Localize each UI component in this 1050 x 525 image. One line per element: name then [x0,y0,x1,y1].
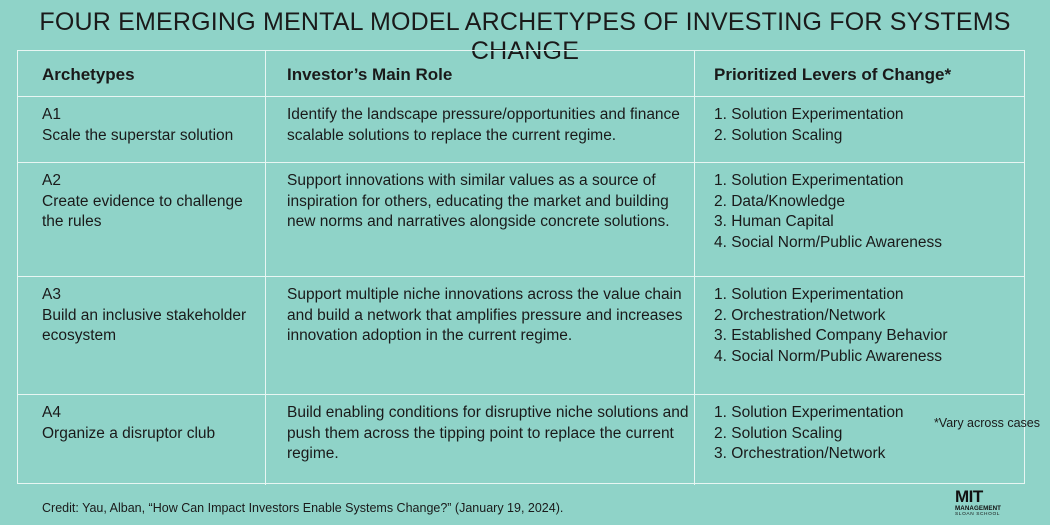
logo-sloan-text: SLOAN SCHOOL [955,512,1001,517]
footnote: *Vary across cases [933,416,1040,430]
archetype-id: A3 [42,286,61,303]
table-row [18,276,1024,395]
table-row [18,394,1024,485]
role-cell: Support innovations with similar values as a source of inspiration for others, educating the market and building new norms and narratives alongside concrete solutions. [266,163,695,277]
lever-item: 1. Solution Experimentation [714,404,904,421]
role-cell: Support multiple niche innovations across the value chain and build a network that amplifies pressure and increases innovation adoption in the current regime. [266,277,695,395]
mit-sloan-logo [955,488,1017,522]
levers-cell [695,395,1024,485]
role-cell: Build enabling conditions for disruptive niche solutions and push them across the tipping point to replace the current regime. [266,395,695,485]
lever-item: 4. Social Norm/Public Awareness [714,233,943,251]
lever-item: 2. Data/Knowledge [714,192,845,210]
lever-item: 2. Solution Scaling [714,424,843,442]
archetype-name: Organize a disruptor club [42,424,216,442]
levers-cell [695,277,1024,395]
lever-item: 3. Human Capital [714,213,834,230]
archetypes-table [17,50,1025,484]
archetype-id: A1 [42,106,61,123]
page-title: FOUR EMERGING MENTAL MODEL ARCHETYPES OF INVESTING FOR SYSTEMS CHANGE [39,8,1011,65]
archetype-id: A2 [42,172,61,189]
header-archetypes: Archetypes [18,51,266,96]
archetype-name: Build an inclusive stakeholder ecosystem [42,306,247,344]
archetype-id: A4 [42,404,61,421]
logo-mit-text: MIT [955,487,983,506]
archetype-cell [18,97,266,163]
lever-item: 1. Solution Experimentation [714,286,904,303]
lever-item: 2. Solution Scaling [714,126,843,144]
header-role: Investor’s Main Role [266,51,695,96]
lever-item: 2. Orchestration/Network [714,306,886,324]
lever-item: 1. Solution Experimentation [714,106,904,123]
archetype-cell [18,163,266,277]
archetype-name: Scale the superstar solution [42,126,234,144]
levers-cell [695,163,1024,277]
logo-management-text: MANAGEMENT [955,505,1002,512]
table-row [18,96,1024,163]
lever-item: 3. Orchestration/Network [714,445,886,462]
lever-item: 3. Established Company Behavior [714,327,948,344]
archetype-cell [18,277,266,395]
table-header-row [18,51,1024,96]
role-cell: Identify the landscape pressure/opportunities and finance scalable solutions to replace the current regime. [266,97,695,163]
lever-item: 4. Social Norm/Public Awareness [714,347,943,365]
archetype-cell [18,395,266,485]
header-levers: Prioritized Levers of Change* [714,65,952,84]
lever-item: 1. Solution Experimentation [714,172,904,189]
credit-line: Credit: Yau, Alban, “How Can Impact Investors Enable Systems Change?” (January 19, 2024). [42,501,564,515]
table-row [18,162,1024,277]
archetype-name: Create evidence to challenge the rules [42,192,243,230]
levers-cell [695,97,1024,163]
